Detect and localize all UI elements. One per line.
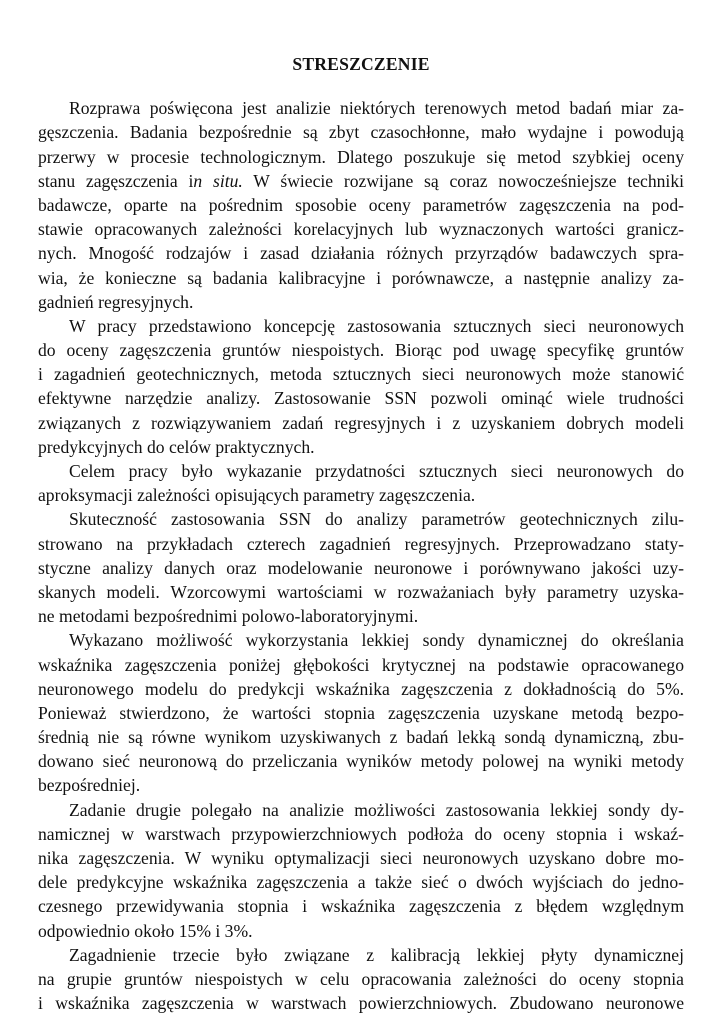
italic-segment: n situ. [193, 170, 243, 191]
text-line [38, 677, 684, 701]
text-line [38, 919, 684, 943]
text-segment: skanych modeli. Wzorcowymi wartościami w rozważaniach były parametry uzyska- [38, 581, 684, 602]
text-segment: gadnień regresyjnych. [38, 291, 194, 312]
text-line [38, 241, 684, 265]
text-line [38, 556, 684, 580]
text-line [38, 894, 684, 918]
text-line [38, 362, 684, 386]
text-line [38, 217, 684, 241]
text-segment: stanu zagęszczenia i [38, 170, 194, 191]
text-segment: dowano sieć neuronową do przeliczania wyników metody polowej na wyniki metody [38, 751, 684, 772]
text-line [38, 169, 684, 193]
text-line [38, 798, 684, 822]
text-line [38, 459, 684, 483]
text-line [38, 266, 684, 290]
text-segment: na grupie gruntów niespoistych w celu opracowania zależności do oceny stopnia [38, 968, 684, 989]
text-segment: predykcyjnych do celów praktycznych. [38, 436, 315, 457]
text-line [38, 193, 684, 217]
text-line [38, 604, 684, 628]
text-segment: wia, że konieczne są badania kalibracyjne i porównawcze, a następnie analizy za- [38, 267, 684, 288]
text-segment: bezpośredniej. [38, 775, 141, 796]
text-line [38, 411, 684, 435]
text-line [38, 314, 684, 338]
text-segment: efektywne narzędzie analizy. Zastosowanie SSN pozwoli ominąć wiele trudności [38, 388, 684, 409]
text-line [38, 749, 684, 773]
text-segment: stawie opracowanych zależności korelacyjnych lub wyznaczonych wartości granicz- [38, 219, 684, 240]
text-line [38, 773, 684, 797]
text-segment: nych. Mnogość rodzajów i zasad działania różnych przyrządów badawczych spra- [38, 243, 684, 264]
text-line [38, 580, 684, 604]
document-page [38, 52, 684, 1015]
text-segment: neuronowego modelu do predykcji wskaźnika zagęszczenia z dokładnością do 5%. [38, 678, 684, 699]
text-segment: do oceny zagęszczenia gruntów niespoistych. Biorąc pod uwagę specyfikę gruntów [38, 340, 684, 361]
text-segment: i wskaźnika zagęszczenia w warstwach powierzchniowych. Zbudowano neuronowe [38, 993, 684, 1014]
text-line [38, 483, 684, 507]
text-line [38, 943, 684, 967]
text-segment: Zagadnienie trzecie było związane z kalibracją lekkiej płyty dynamicznej [69, 944, 684, 965]
text-segment: ne metodami bezpośrednimi polowo-laboratoryjnymi. [38, 606, 419, 627]
text-line [38, 532, 684, 556]
text-line [38, 290, 684, 314]
text-line [38, 338, 684, 362]
text-segment: i zagadnień geotechnicznych, metoda sztucznych sieci neuronowych może stanowić [38, 364, 684, 385]
text-segment: wskaźnika zagęszczenia poniżej głębokości krytycznej na podstawie opracowanego [38, 654, 684, 675]
text-segment: Wykazano możliwość wykorzystania lekkiej sondy dynamicznej do określania [69, 630, 684, 651]
text-segment: Zadanie drugie polegało na analizie możliwości zastosowania lekkiej sondy dy- [69, 799, 684, 820]
text-segment: badawcze, oparte na pośrednim sposobie oceny parametrów zagęszczenia na pod- [38, 194, 684, 215]
text-segment: aproksymacji zależności opisujących parametry zagęszczenia. [38, 485, 476, 506]
text-segment: strowano na przykładach czterech zagadnień regresyjnych. Przeprowadzano staty- [38, 533, 684, 554]
text-segment: nika zagęszczenia. W wyniku optymalizacji sieci neuronowych uzyskano dobre mo- [38, 848, 684, 869]
text-line [38, 120, 684, 144]
text-segment: styczne analizy danych oraz modelowanie neuronowe i porównywano jakości uzy- [38, 557, 684, 578]
text-segment: czesnego przewidywania stopnia i wskaźnika zagęszczenia z błędem względnym [38, 896, 684, 917]
text-segment: średnią nie są równe wynikom uzyskiwanych z badań lekką sondą dynamiczną, zbu- [38, 727, 684, 748]
text-segment: namicznej w warstwach przypowierzchniowych podłoża do oceny stopnia i wskaź- [38, 823, 684, 844]
text-line [38, 822, 684, 846]
text-segment: odpowiednio około 15% i 3%. [38, 920, 253, 941]
text-segment: Celem pracy było wykazanie przydatności sztucznych sieci neuronowych do [69, 461, 684, 482]
text-line [38, 653, 684, 677]
text-line [38, 701, 684, 725]
text-segment: gęszczenia. Badania bezpośrednie są zbyt czasochłonne, mało wydajne i powodują [38, 122, 684, 143]
text-line [38, 507, 684, 531]
text-segment: Rozprawa poświęcona jest analizie niektórych terenowych metod badań miar za- [69, 98, 684, 119]
text-segment: przerwy w procesie technologicznym. Dlatego poszukuje się metod szybkiej oceny [38, 146, 684, 167]
body-text [38, 96, 684, 1015]
text-line [38, 628, 684, 652]
page-title: STRESZCZENIE [292, 54, 430, 74]
text-line [38, 435, 684, 459]
text-line [38, 725, 684, 749]
text-line [38, 145, 684, 169]
text-segment: W świecie rozwijane są coraz nowocześniejsze techniki [242, 170, 685, 191]
text-line [38, 870, 684, 894]
text-segment: związanych z rozwiązywaniem zadań regresyjnych i z uzyskaniem dobrych modeli [38, 412, 684, 433]
text-line [38, 96, 684, 120]
text-segment: Ponieważ stwierdzono, że wartości stopnia zagęszczenia uzyskane metodą bezpo- [38, 702, 684, 723]
text-line [38, 846, 684, 870]
text-segment: W pracy przedstawiono koncepcję zastosowania sztucznych sieci neuronowych [69, 315, 684, 336]
text-segment: Skuteczność zastosowania SSN do analizy parametrów geotechnicznych zilu- [69, 509, 684, 530]
text-line [38, 991, 684, 1015]
text-segment: dele predykcyjne wskaźnika zagęszczenia a także sieć o dwóch wyjściach do jedno- [38, 872, 684, 893]
text-line [38, 386, 684, 410]
text-line [38, 967, 684, 991]
